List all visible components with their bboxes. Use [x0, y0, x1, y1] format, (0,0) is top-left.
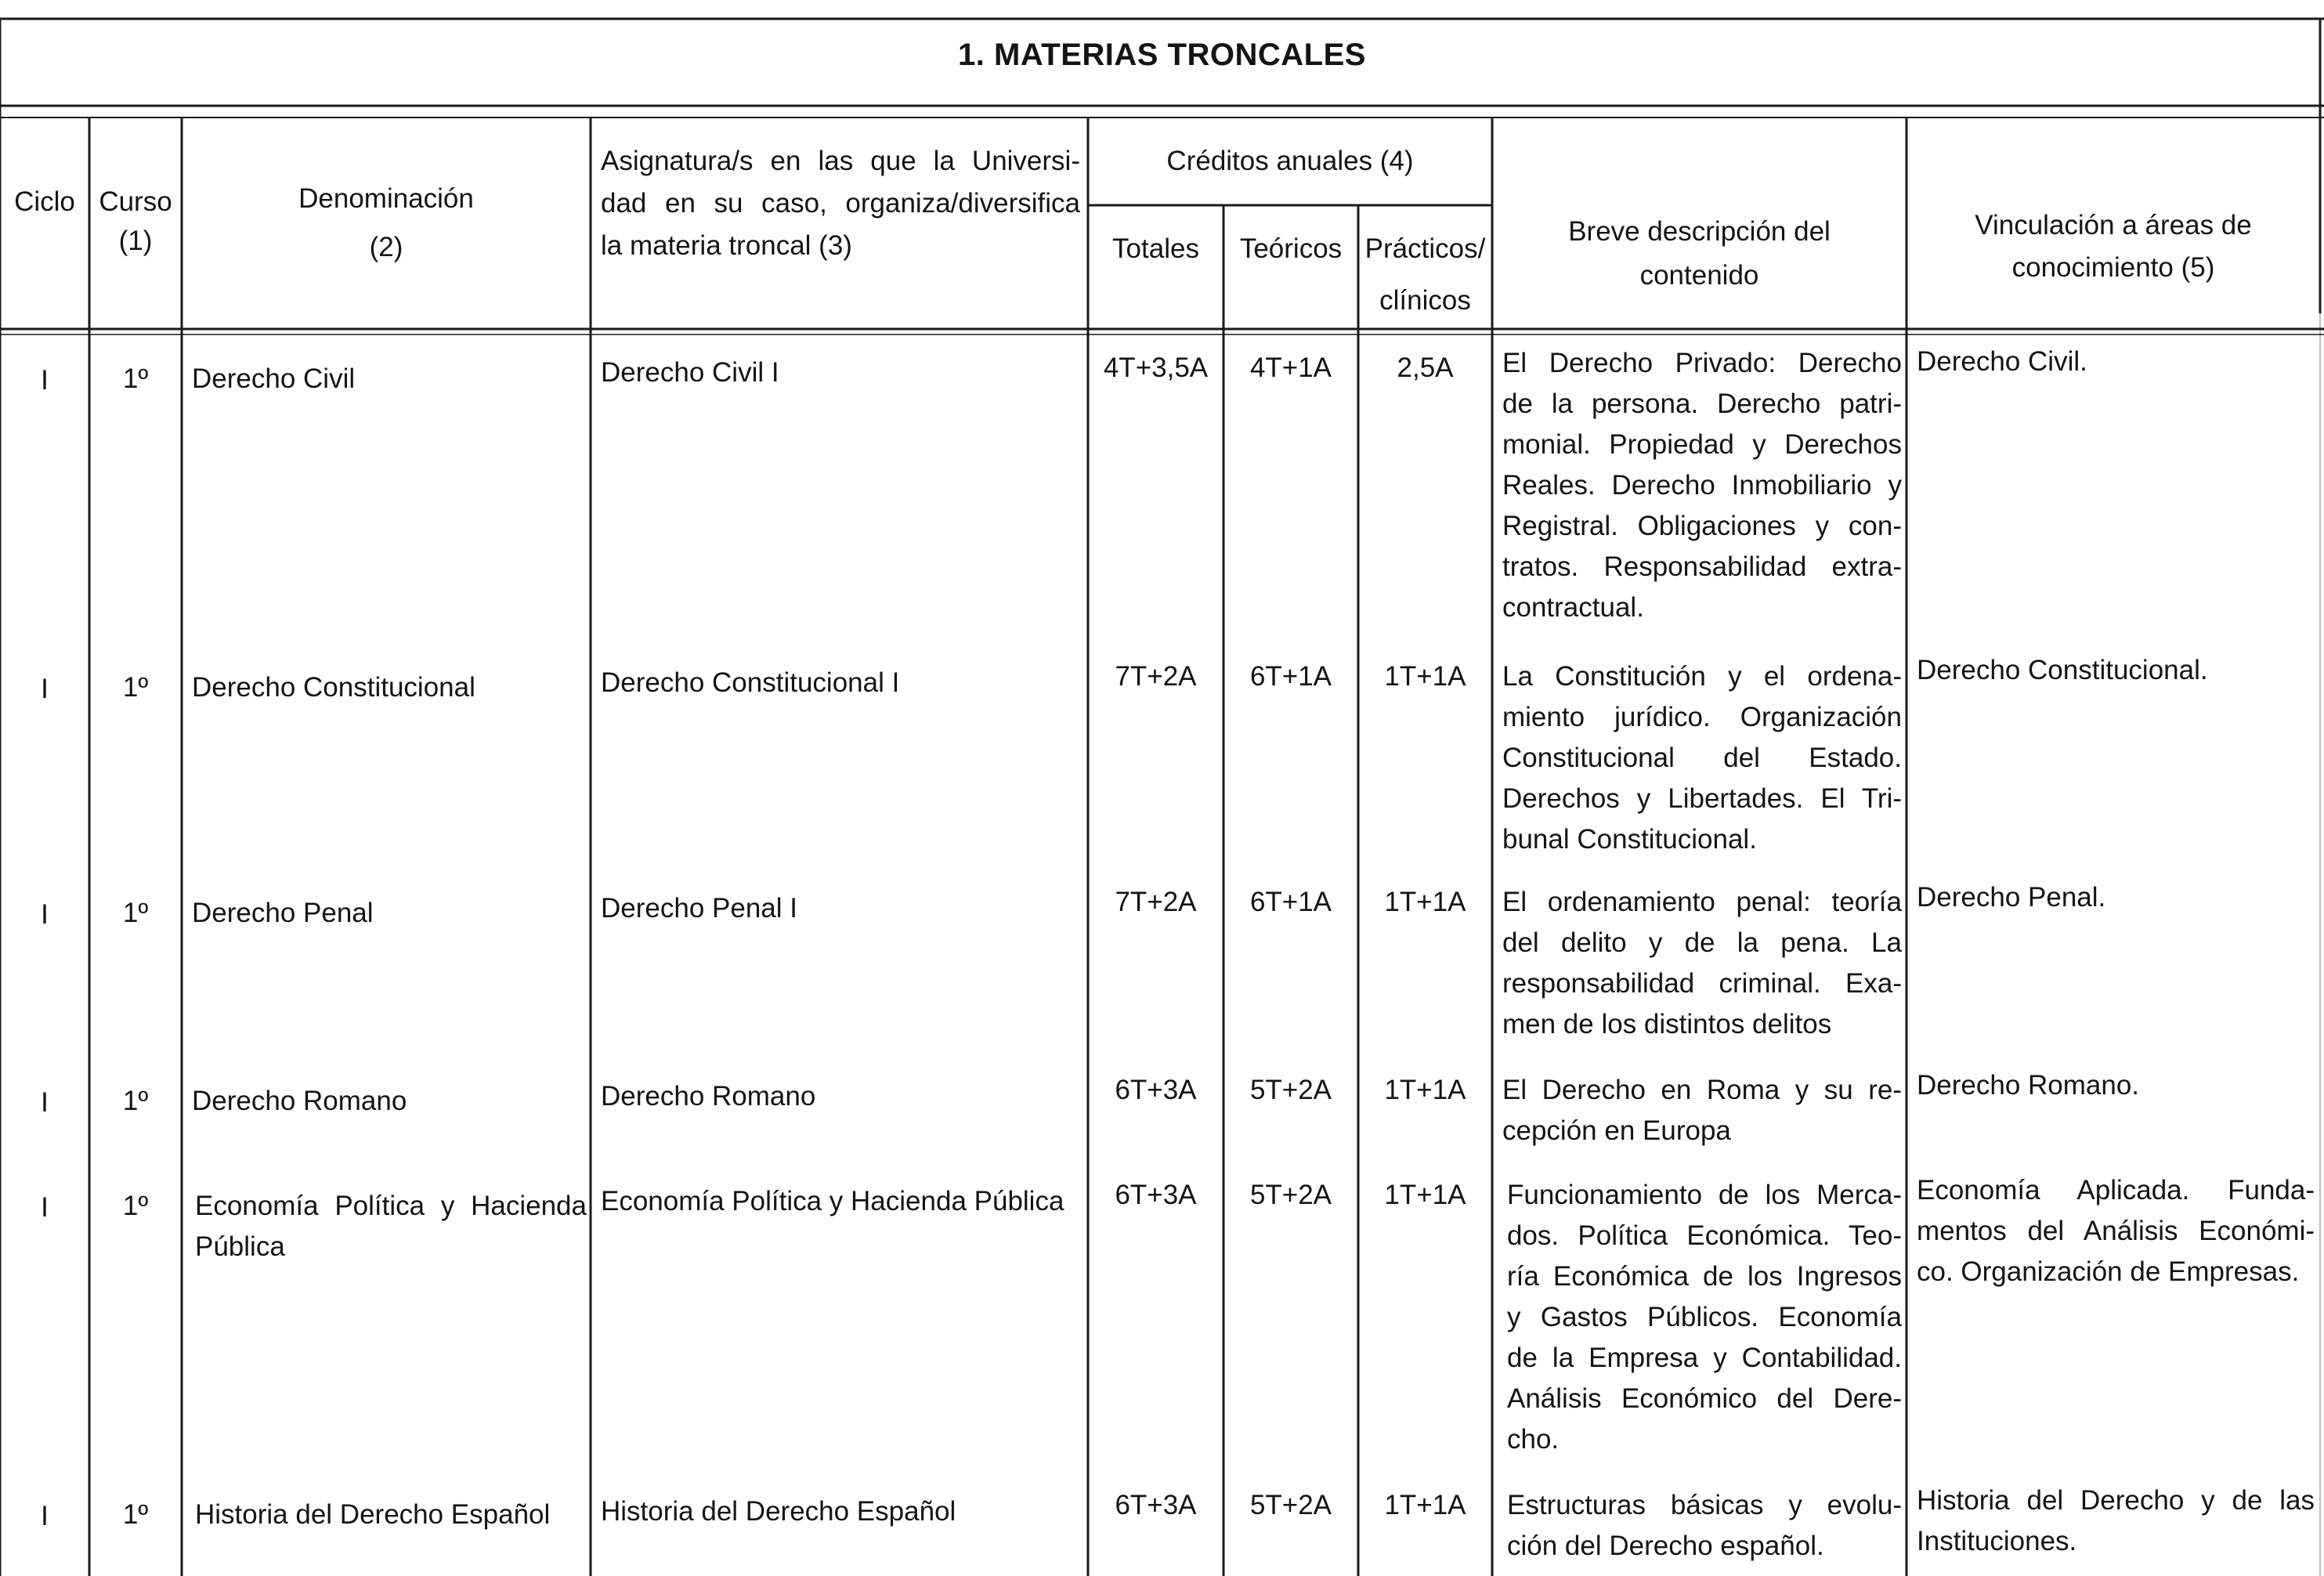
cell-asignatura: Derecho Constitucional I	[601, 667, 900, 698]
cell-descripcion-line: ción del Derecho español.	[1507, 1531, 1824, 1561]
header-asignatura-line: dad en su caso, organiza/diversifica	[601, 188, 1080, 219]
cell-descripcion-line: del delito y de la pena. La	[1502, 927, 1902, 958]
cell-vinculacion: Instituciones.	[1917, 1526, 2077, 1556]
cell-practicos: 2,5A	[1397, 352, 1454, 383]
cell-vinculacion: co. Organización de Empresas.	[1917, 1256, 2300, 1287]
cell-denominacion: Derecho Civil	[192, 363, 356, 394]
cell-ciclo: I	[41, 899, 49, 930]
header-creditos: Créditos anuales (4)	[1166, 146, 1414, 176]
header-totales: Totales	[1112, 233, 1199, 264]
cell-descripcion-line: y Gastos Públicos. Economía	[1507, 1302, 1902, 1332]
cell-descripcion-line: tratos. Responsabilidad extra-	[1502, 551, 1902, 582]
header-practicos: Prácticos/	[1364, 233, 1486, 264]
cell-curso: 1º	[122, 672, 149, 703]
cell-teoricos: 6T+1A	[1249, 661, 1332, 692]
cell-ciclo: I	[41, 1087, 49, 1118]
cell-denominacion: Derecho Constitucional	[192, 672, 475, 703]
cell-teoricos: 6T+1A	[1249, 887, 1332, 917]
header-asignatura-line: la materia troncal (3)	[601, 230, 852, 261]
cell-vinculacion: Derecho Penal.	[1917, 882, 2106, 913]
cell-teoricos: 4T+1A	[1249, 352, 1332, 383]
cell-totales: 6T+3A	[1115, 1490, 1197, 1520]
header-practicos: clínicos	[1379, 285, 1471, 316]
cell-descripcion-line: El Derecho en Roma y su re-	[1502, 1075, 1902, 1105]
cell-asignatura: Derecho Civil I	[601, 357, 779, 388]
header-denominacion-note: (2)	[369, 232, 403, 262]
cell-descripcion-line: de la Empresa y Contabilidad.	[1507, 1343, 1902, 1373]
header-vinculacion: conocimiento (5)	[2011, 252, 2215, 283]
cell-descripcion-line: Reales. Derecho Inmobiliario y	[1502, 470, 1902, 501]
cell-descripcion-line: ría Económica de los Ingresos	[1507, 1261, 1902, 1292]
header-descripcion: contenido	[1639, 260, 1759, 291]
cell-ciclo: I	[41, 365, 49, 396]
cell-ciclo: I	[41, 1501, 49, 1531]
section-title: 1. MATERIAS TRONCALES	[958, 38, 1366, 72]
cell-vinculacion: Economía Aplicada. Funda-	[1917, 1175, 2315, 1205]
cell-descripcion-line: Derechos y Libertades. El Tri-	[1502, 783, 1902, 814]
header-teoricos: Teóricos	[1239, 233, 1343, 264]
cell-practicos: 1T+1A	[1384, 1180, 1466, 1210]
cell-practicos: 1T+1A	[1384, 1075, 1466, 1105]
cell-descripcion-line: miento jurídico. Organización	[1502, 702, 1902, 732]
header-vinculacion: Vinculación a áreas de	[1975, 210, 2252, 240]
cell-vinculacion: Historia del Derecho y de las	[1917, 1485, 2315, 1516]
cell-teoricos: 5T+2A	[1249, 1490, 1332, 1520]
header-descripcion: Breve descripción del	[1568, 216, 1831, 247]
cell-ciclo: I	[41, 1192, 49, 1223]
cell-descripcion-line: Funcionamiento de los Merca-	[1507, 1180, 1902, 1210]
header-curso-note: (1)	[118, 226, 153, 256]
cell-descripcion-line: Análisis Económico del Dere-	[1507, 1383, 1902, 1414]
cell-curso: 1º	[122, 1191, 149, 1221]
cell-descripcion-line: dos. Política Económica. Teo-	[1507, 1220, 1902, 1251]
cell-teoricos: 5T+2A	[1249, 1180, 1332, 1210]
cell-curso: 1º	[122, 1499, 149, 1530]
cell-denominacion: Economía Política y Hacienda	[195, 1191, 587, 1221]
cell-descripcion-line: El Derecho Privado: Derecho	[1502, 348, 1902, 378]
cell-asignatura: Historia del Derecho Español	[601, 1496, 956, 1527]
header-asignatura-line: Asignatura/s en las que la Universi-	[601, 146, 1080, 176]
cell-practicos: 1T+1A	[1384, 887, 1466, 917]
cell-descripcion-line: Registral. Obligaciones y con-	[1502, 511, 1902, 541]
cell-vinculacion: mentos del Análisis Económi-	[1917, 1216, 2315, 1246]
cell-descripcion-line: cepción en Europa	[1502, 1115, 1731, 1146]
cell-totales: 4T+3,5A	[1103, 352, 1209, 383]
cell-descripcion-line: contractual.	[1502, 592, 1644, 623]
cell-descripcion-line: Estructuras básicas y evolu-	[1507, 1490, 1902, 1520]
cell-descripcion-line: responsabilidad criminal. Exa-	[1502, 968, 1902, 999]
cell-curso: 1º	[122, 898, 149, 928]
cell-descripcion-line: Constitucional del Estado.	[1502, 743, 1902, 773]
cell-vinculacion: Derecho Romano.	[1917, 1070, 2140, 1101]
cell-curso: 1º	[122, 363, 149, 394]
cell-descripcion-line: de la persona. Derecho patri-	[1502, 389, 1902, 419]
cell-totales: 6T+3A	[1115, 1180, 1197, 1210]
cell-denominacion: Pública	[195, 1231, 285, 1262]
cell-denominacion: Derecho Romano	[192, 1086, 407, 1116]
cell-vinculacion: Derecho Civil.	[1917, 346, 2087, 377]
cell-asignatura: Derecho Penal I	[601, 893, 797, 924]
cell-teoricos: 5T+2A	[1249, 1075, 1332, 1105]
header-ciclo: Ciclo	[14, 186, 75, 217]
cell-vinculacion: Derecho Constitucional.	[1917, 655, 2208, 685]
cell-descripcion-line: El ordenamiento penal: teoría	[1502, 887, 1902, 917]
cell-denominacion: Derecho Penal	[192, 898, 374, 928]
cell-totales: 6T+3A	[1115, 1075, 1197, 1105]
cell-totales: 7T+2A	[1115, 887, 1197, 917]
cell-descripcion-line: monial. Propiedad y Derechos	[1502, 429, 1902, 460]
cell-descripcion-line: La Constitución y el ordena-	[1502, 661, 1902, 692]
cell-descripcion-line: bunal Constitucional.	[1502, 824, 1757, 855]
cell-totales: 7T+2A	[1115, 661, 1197, 692]
cell-asignatura: Derecho Romano	[601, 1081, 816, 1112]
cell-curso: 1º	[122, 1086, 149, 1116]
cell-denominacion: Historia del Derecho Español	[195, 1499, 551, 1530]
cell-ciclo: I	[41, 674, 49, 704]
header-curso: Curso	[99, 186, 172, 217]
cell-descripcion-line: cho.	[1507, 1424, 1560, 1455]
cell-practicos: 1T+1A	[1384, 1490, 1466, 1520]
header-denominacion: Denominación	[298, 183, 474, 214]
cell-practicos: 1T+1A	[1384, 661, 1466, 692]
cell-descripcion-line: men de los distintos delitos	[1502, 1009, 1832, 1039]
cell-asignatura: Economía Política y Hacienda Pública	[601, 1186, 1064, 1216]
